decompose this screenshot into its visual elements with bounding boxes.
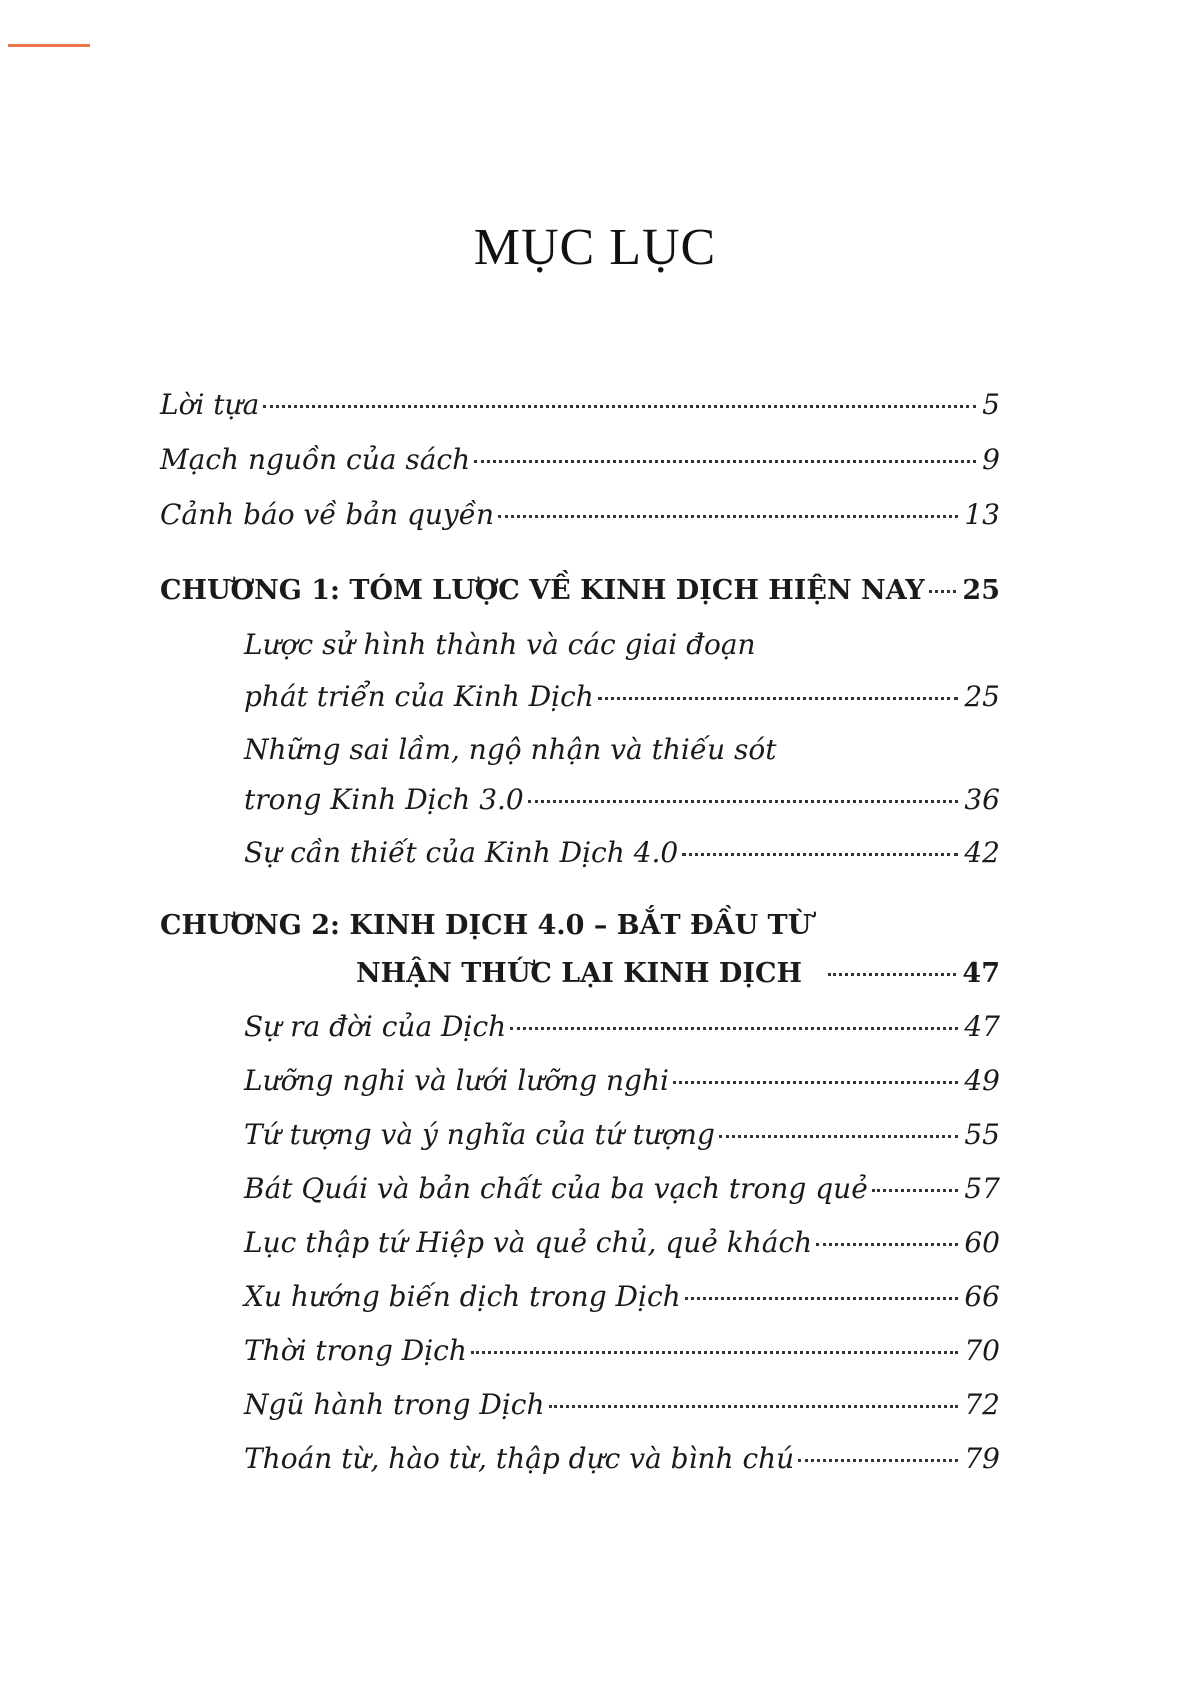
- toc-entry-page: 49: [964, 1064, 1000, 1097]
- toc-entry-page: 55: [964, 1118, 1000, 1151]
- toc-entry-label: Mạch nguồn của sách: [160, 443, 471, 476]
- dot-leader: [673, 1081, 958, 1084]
- toc-entry-luong-nghi[interactable]: [244, 1064, 1000, 1104]
- chapter-heading-line: CHƯƠNG 2: KINH DỊCH 4.0 – BẮT ĐẦU TỪ: [160, 910, 812, 941]
- dot-leader: [929, 590, 957, 593]
- toc-entry-label: Lời tựa: [160, 388, 260, 421]
- toc-entry-canh-bao[interactable]: [160, 498, 1000, 538]
- dot-leader: [598, 697, 959, 700]
- toc-entry-page: 9: [982, 443, 1000, 476]
- toc-entry-page: 25: [962, 575, 1000, 606]
- dot-leader: [872, 1189, 959, 1192]
- toc-entry-thoi[interactable]: [244, 1334, 1000, 1374]
- dot-leader: [498, 515, 958, 518]
- toc-entry-label: Cảnh báo về bản quyền: [160, 498, 494, 531]
- dot-leader: [798, 1459, 958, 1462]
- page-title: MỤC LỤC: [473, 219, 717, 276]
- toc-entry-page: 60: [964, 1226, 1000, 1259]
- toc-entry-bat-quai[interactable]: [244, 1172, 1000, 1212]
- toc-entry-page: 57: [964, 1172, 1000, 1205]
- toc-entry-page: 47: [962, 958, 1000, 989]
- toc-entry-label: Sự ra đời của Dịch: [244, 1010, 507, 1043]
- toc-entry-page: 36: [964, 783, 1000, 816]
- toc-entry-label: Lục thập tứ Hiệp và quẻ chủ, quẻ khách: [244, 1226, 813, 1259]
- toc-entry-page: 66: [964, 1280, 1000, 1313]
- toc-entry-label: Tứ tượng và ý nghĩa của tứ tượng: [244, 1118, 715, 1151]
- dot-leader: [474, 460, 976, 463]
- toc-chapter-2[interactable]: [356, 958, 1000, 998]
- dot-leader: [682, 853, 958, 856]
- toc-entry-loi-tua[interactable]: [160, 388, 1000, 428]
- toc-entry-tu-tuong[interactable]: [244, 1118, 1000, 1158]
- toc-entry-luc-thap-tu[interactable]: [244, 1226, 1000, 1266]
- dot-leader: [685, 1297, 959, 1300]
- toc-entry-page: 5: [982, 388, 1000, 421]
- toc-entry-page: 13: [964, 498, 1000, 531]
- toc-entry-page: 72: [964, 1388, 1000, 1421]
- toc-entry-luoc-su[interactable]: [244, 680, 1000, 720]
- dot-leader: [263, 405, 976, 408]
- toc-entry-label: phát triển của Kinh Dịch: [244, 680, 594, 713]
- toc-entry-label: Thời trong Dịch: [244, 1334, 467, 1367]
- toc-entry-label: Sự cần thiết của Kinh Dịch 4.0: [244, 836, 679, 869]
- chapter-heading: CHƯƠNG 1: TÓM LƯỢC VỀ KINH DỊCH HIỆN NAY: [160, 575, 925, 606]
- toc-entry-ngu-hanh[interactable]: [244, 1388, 1000, 1428]
- toc-entry-page: 25: [964, 680, 1000, 713]
- toc-entry-label: trong Kinh Dịch 3.0: [244, 783, 524, 816]
- toc-entry-label: Thoán từ, hào từ, thập dực và bình chú: [244, 1442, 795, 1475]
- toc-entry-label: Bát Quái và bản chất của ba vạch trong quẻ: [244, 1172, 868, 1205]
- toc-entry-label: Xu hướng biến dịch trong Dịch: [244, 1280, 681, 1313]
- dot-leader: [816, 1243, 958, 1246]
- dot-leader: [471, 1351, 958, 1354]
- toc-entry-line: Những sai lầm, ngộ nhận và thiếu sót: [244, 733, 777, 766]
- dot-leader: [719, 1135, 958, 1138]
- chapter-heading: NHẬN THỨC LẠI KINH DỊCH: [356, 958, 802, 989]
- toc-entry-line: Lược sử hình thành và các giai đoạn: [244, 628, 756, 661]
- toc-chapter-1[interactable]: [160, 575, 1000, 615]
- toc-entry-su-can-thiet[interactable]: [244, 836, 1000, 876]
- toc-entry-page: 79: [964, 1442, 1000, 1475]
- toc-entry-label: Lưỡng nghi và lưới lưỡng nghi: [244, 1064, 669, 1097]
- dot-leader: [510, 1027, 958, 1030]
- toc-entry-page: 70: [964, 1334, 1000, 1367]
- dot-leader: [549, 1405, 959, 1408]
- toc-entry-thoan-tu[interactable]: [244, 1442, 1000, 1482]
- toc-entry-su-ra-doi[interactable]: [244, 1010, 1000, 1050]
- toc-entry-mach-nguon[interactable]: [160, 443, 1000, 483]
- toc-entry-page: 42: [964, 836, 1000, 869]
- dot-leader: [528, 800, 959, 803]
- dot-leader: [828, 973, 956, 976]
- toc-entry-page: 47: [964, 1010, 1000, 1043]
- toc-entry-label: Ngũ hành trong Dịch: [244, 1388, 545, 1421]
- toc-entry-sai-lam[interactable]: [244, 783, 1000, 823]
- toc-entry-xu-huong[interactable]: [244, 1280, 1000, 1320]
